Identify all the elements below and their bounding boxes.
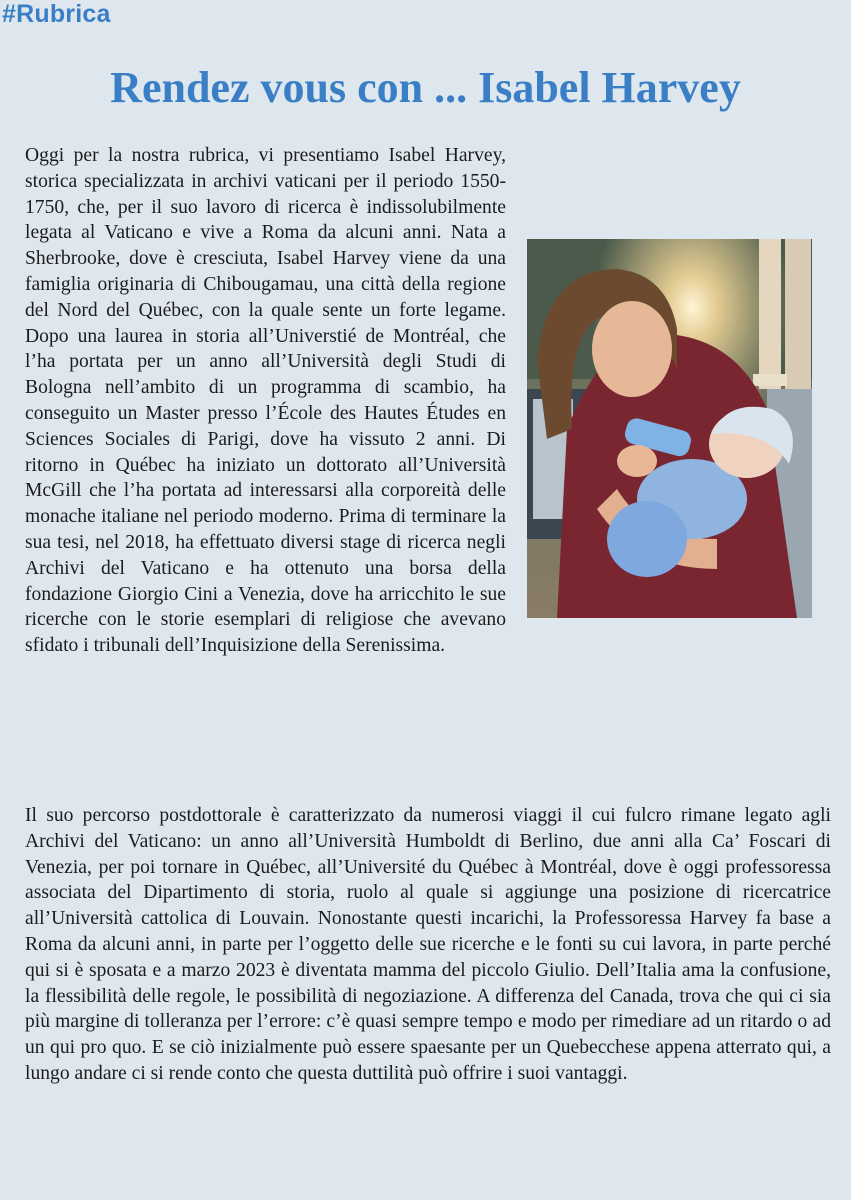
- page-title: Rendez vous con ... Isabel Harvey: [110, 63, 741, 112]
- article-paragraph-2: Il suo percorso postdottorale è caratterizzato da numerosi viaggi il cui fulcro rimane legato agli Archivi del Vaticano: un anno all’Università Humboldt di Berlino, due anni alla Ca’ Foscari di Venezia, per poi tornare in Québec, all’Université du Québec à Montréal, dove è oggi professoressa associata del Dipartimento di storia, ruolo al quale si aggiunge una posizione di ricercatrice all’Università cattolica di Louvain. Nonostante questi incarichi, la Professoressa Harvey fa base a Roma da alcuni anni, in parte per l’oggetto delle sue ricerche e le fonti su cui lavora, in parte perché qui si è sposata e a marzo 2023 è diventata mamma del piccolo Giulio. Dell’Italia ama la confusione, la flessibilità delle regole, le possibilità di negoziazione. A differenza del Canada, trova che qui ci sia più margine di tolleranza per l’errore: c’è quasi sempre tempo e modo per rimediare ad un ritardo o ad un qui pro quo. E se ciò inizialmente può essere spaesante per un Quebecchese appena atterrato qui, a lungo andare ci si rende conto che questa duttilità può offrire i suoi vantaggi.: [25, 805, 831, 1084]
- portrait-photo: [527, 239, 812, 618]
- article-paragraph-1: Oggi per la nostra rubrica, vi presentiamo Isabel Harvey, storica specializzata in archivi vaticani per il periodo 1550-1750, che, per il suo lavoro di ricerca è indissolubilmente legata al Vaticano e vive a Roma da alcuni anni. Nata a Sherbrooke, dove è cresciuta, Isabel Harvey viene da una famiglia originaria di Chibougamau, una città della regione del Nord del Québec, con la quale sente un forte legame. Dopo una laurea in storia all’Universtié de Montréal, che l’ha portata per un anno all’Università degli Studi di Bologna nell’ambito di un programma di scambio, ha conseguito un Master presso l’École des Hautes Études en Sciences Sociales di Parigi, dove ha vissuto 2 anni. Di ritorno in Québec ha iniziato un dottorato all’Università McGill che l’ha portata ad interessarsi alla corporeità delle monache italiane nel periodo moderno. Prima di terminare la sua tesi, nel 2018, ha effettuato diversi stage di ricerca negli Archivi del Vaticano e ha ottenuto una borsa della fondazione Giorgio Cini a Venezia, dove ha arricchito le sue ricerche con le storie esemplari di religiose che avevano sfidato i tribunali dell’Inquisizione della Serenissima.: [25, 145, 506, 657]
- rubric-tag: #Rubrica: [2, 0, 111, 28]
